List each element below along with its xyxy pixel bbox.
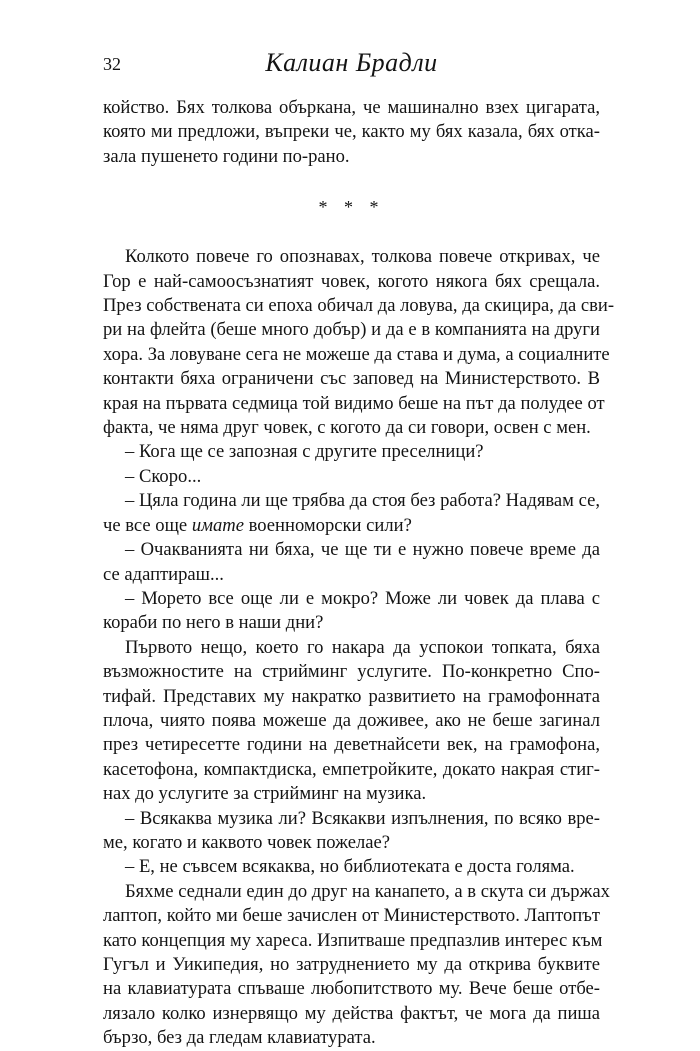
section-separator: * * * xyxy=(318,197,385,218)
text-line: ме, когато и каквото човек пожелае? xyxy=(103,831,391,853)
text-line: зала пушенето години по-рано. xyxy=(103,145,350,167)
text-fragment: че все още xyxy=(103,514,192,536)
text-line: През собствената си епоха обичал да ловува, да скицира, да сви- xyxy=(103,295,615,317)
page-header xyxy=(103,48,600,84)
text-line: възможностите на стрийминг услугите. По-конкретно Спо- xyxy=(103,661,600,683)
running-head-author: Калиан Брадли xyxy=(265,48,438,77)
dialogue-line: – Кога ще се запозная с другите преселници? xyxy=(125,441,484,463)
text-fragment: военноморски сили? xyxy=(243,514,412,536)
text-line: Първото нещо, което го накара да успокои топката, бяха xyxy=(125,636,600,658)
text-line: се адаптираш... xyxy=(103,563,224,585)
paragraph-1 xyxy=(103,96,600,169)
dialogue-line: – Скоро... xyxy=(125,465,202,487)
text-line: касетофона, компактдиска, емпетройките, докато накрая стиг- xyxy=(103,758,600,780)
text-line: ри на флейта (беше много добър) и да е в компанията на други xyxy=(103,319,600,341)
text-line: факта, че няма друг човек, с когото да си говори, освен с мен. xyxy=(103,417,591,439)
text-line: – Очакванията ни бяха, че ще ти е нужно повече време да xyxy=(125,539,600,561)
text-line: Колкото повече го опознавах, толкова повече откривах, че xyxy=(125,246,600,268)
body-text xyxy=(103,96,615,1051)
text-line: лаптоп, който ми беше зачислен от Министерството. Лаптопът xyxy=(103,905,600,927)
paragraph-2 xyxy=(103,245,615,440)
text-line: която ми предложи, въпреки че, както му бях казала, бях отка- xyxy=(103,121,600,143)
text-line: Гор е най-самоосъзнатият човек, когото някога бях срещала. xyxy=(103,270,600,292)
text-line: края на първата седмица той видимо беше на път да полудее от xyxy=(103,392,605,414)
text-line: контакти бяха ограничени със заповед на Министерството. В xyxy=(103,368,600,390)
text-line: койство. Бях толкова объркана, че машинално взех цигарата, xyxy=(103,97,600,118)
dialogue-6 xyxy=(103,807,600,856)
text-line: Бяхме седнали един до друг на канапето, а в скута си държах xyxy=(125,880,610,902)
text-line xyxy=(103,514,600,538)
text-line: Гугъл и Уикипедия, но затруднението му да открива буквите xyxy=(103,954,600,975)
italic-word: имате xyxy=(191,514,244,536)
text-line: – Морето все още ли е мокро? Може ли човек да плава с xyxy=(125,587,600,609)
text-line: – Всякаква музика ли? Всякакви изпълнения, по всяко вре- xyxy=(125,807,600,829)
text-line: плоча, чиято поява можеше да доживее, ако не беше загинал xyxy=(103,709,600,731)
text-line: бързо, без да гледам клавиатурата. xyxy=(103,1027,376,1049)
dialogue-5 xyxy=(103,587,600,636)
text-line: лязало колко изнервящо му действа фактът, че мога да пиша xyxy=(103,1002,600,1024)
text-line: нах до услугите за стрийминг на музика. xyxy=(103,783,427,805)
text-line: кораби по него в наши дни? xyxy=(103,612,324,634)
dialogue-line: – Е, не съвсем всякаква, но библиотеката е доста голяма. xyxy=(125,856,575,878)
text-line: като концепция му хареса. Изпитваше предпазлив интерес към xyxy=(103,929,603,951)
text-line: хора. За ловуване сега не можеше да става и дума, а социалните xyxy=(103,343,610,365)
text-line: тифай. Представих му накратко развитието на грамофонната xyxy=(103,685,600,707)
dialogue-3 xyxy=(103,489,600,538)
page-number: 32 xyxy=(103,54,121,74)
text-line: – Цяла година ли ще трябва да стоя без работа? Надявам се, xyxy=(125,490,600,512)
text-line: на клавиатурата спъваше любопитството му. Вече беше отбе- xyxy=(103,978,600,1000)
paragraph-4 xyxy=(103,880,610,1051)
text-line: през четиресетте години на деветнайсети век, на грамофона, xyxy=(103,734,600,756)
dialogue-4 xyxy=(103,538,600,587)
paragraph-3 xyxy=(103,636,600,807)
